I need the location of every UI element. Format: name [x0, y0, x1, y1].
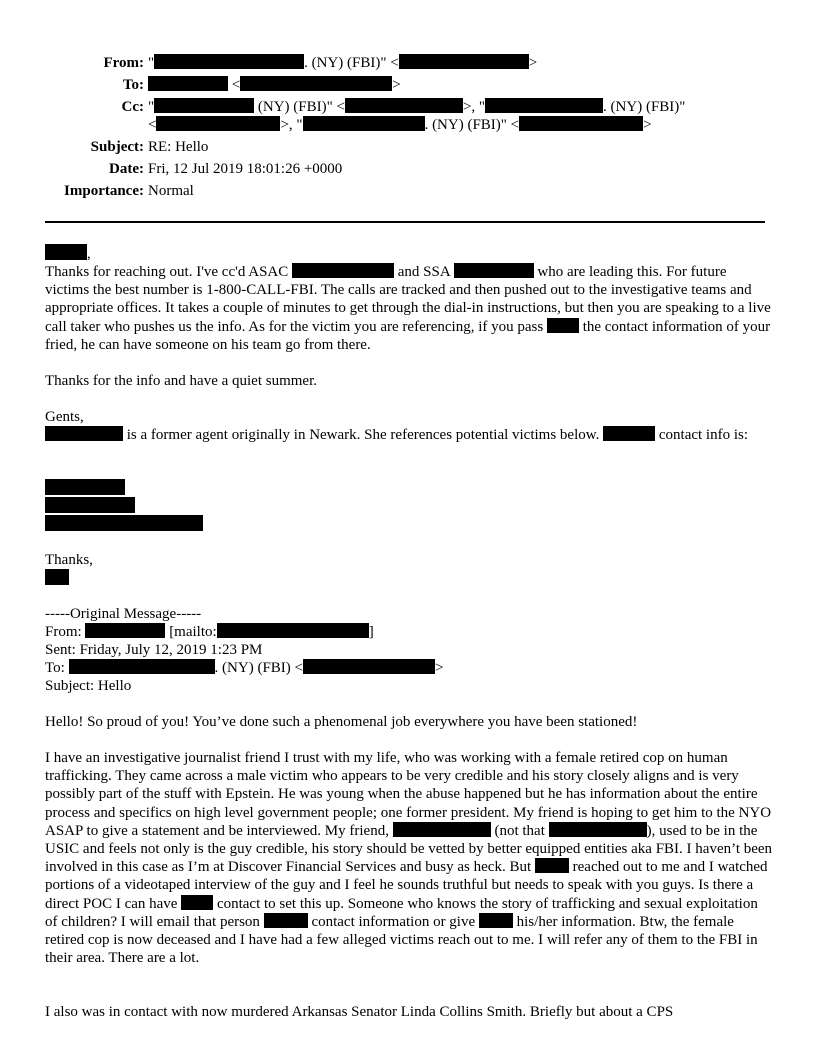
- redaction: [240, 76, 392, 91]
- to-value: < >: [148, 76, 401, 94]
- from-value: " . (NY) (FBI)" < >: [148, 55, 538, 71]
- redaction: [154, 98, 254, 113]
- original-sent: Sent: Friday, July 12, 2019 1:23 PM: [45, 642, 263, 658]
- original-separator: -----Original Message-----: [45, 606, 202, 622]
- importance-label: Importance:: [64, 183, 144, 199]
- redaction: [399, 54, 529, 69]
- redaction: [154, 54, 304, 69]
- redacted-contact-line-2: [45, 497, 135, 513]
- original-paragraph-2: I have an investigative journalist friend I trust with my life, who was working with a female retired cop on human trafficking. They came across a male victim who appears to be very credible and his story closely aligns and is very possibly part of the stuff with Epstein. He was young when the abuse happened but he has information about the entire process and specifics on high level government people; one former president. My friend is hoping to get him to the NYO ASAP to give a statement and be interviewed. My friend, (not that ), used to be in the USIC and feels not only is the guy credible, his story should be vetted by better equipped entities aka FBI. I haven’t been involved in this case as I’m at Discover Financial Services and busy as heck. But reached out to me and I watched portions of a videotaped interview of the guy and I feel he sounds truthful but needs to speak with you guys. Is there a direct POC I can have contact to set this up. Someone who knows the story of trafficking and sexual exploitation of children? I will email that person contact information or give his/her information. Btw, the female retired cop is now deceased and I have had a few alleged victims reach out to me. I will refer any of them to the FBI in their area. There are a lot.: [45, 750, 773, 967]
- redaction: [603, 426, 655, 441]
- redaction: [264, 913, 308, 928]
- forward-paragraph: is a former agent originally in Newark. She references potential victims below. contact info is:: [45, 426, 773, 444]
- redaction: [479, 913, 513, 928]
- redaction: [292, 263, 394, 278]
- redacted-signature: [45, 569, 69, 585]
- date-value: Fri, 12 Jul 2019 18:01:26 +0000: [148, 161, 343, 177]
- original-to: To: . (NY) (FBI) < >: [45, 660, 444, 676]
- redaction: [393, 822, 491, 837]
- reply-paragraph-2: Thanks for the info and have a quiet summer.: [45, 373, 318, 389]
- cc-label: Cc:: [121, 99, 144, 115]
- original-subject: Subject: Hello: [45, 678, 132, 694]
- cc-value-line1: " (NY) (FBI)" < >, " . (NY) (FBI)": [148, 99, 686, 115]
- redacted-contact-line-1: [45, 479, 125, 495]
- forward-greeting: Gents,: [45, 409, 84, 425]
- redaction: [547, 318, 579, 333]
- redaction: [85, 623, 165, 638]
- from-label: From:: [103, 55, 144, 71]
- redaction: [303, 116, 425, 131]
- to-label: To:: [122, 77, 144, 93]
- redaction: [148, 76, 228, 91]
- redaction: [454, 263, 534, 278]
- redaction: [181, 895, 213, 910]
- original-from: From: [mailto: ]: [45, 624, 374, 640]
- redaction: [45, 244, 87, 260]
- subject-label: Subject:: [90, 139, 144, 155]
- redaction: [45, 426, 123, 441]
- redaction: [549, 822, 647, 837]
- redaction: [519, 116, 643, 131]
- date-label: Date:: [109, 161, 144, 177]
- original-paragraph-3: I also was in contact with now murdered Arkansas Senator Linda Collins Smith. Briefly but about a CPS: [45, 1004, 674, 1020]
- redacted-contact-line-3: [45, 515, 203, 531]
- redaction: [303, 659, 435, 674]
- redaction: [535, 858, 569, 873]
- cc-value-line2: < >, " . (NY) (FBI)" < >: [148, 117, 652, 133]
- header-divider: [45, 221, 765, 223]
- redaction: [485, 98, 603, 113]
- importance-value: Normal: [148, 183, 194, 199]
- reply-greeting: ,: [45, 244, 91, 263]
- redaction: [156, 116, 280, 131]
- redaction: [69, 659, 215, 674]
- forward-thanks: Thanks,: [45, 552, 93, 568]
- original-paragraph-1: Hello! So proud of you! You’ve done such a phenomenal job everywhere you have been stationed!: [45, 714, 638, 730]
- subject-value: RE: Hello: [148, 139, 209, 155]
- reply-paragraph-1: Thanks for reaching out. I've cc'd ASAC and SSA who are leading this. For future victims the best number is 1-800-CALL-FBI. The calls are tracked and then pushed out to the investigative teams and appropriate offices. It takes a couple of minutes to get through the dial-in instructions, but then you are speaking to a live call taker who pushes us the info. As for the victim you are referencing, if you pass the contact information of your fried, he can have someone on his team go from there.: [45, 264, 771, 353]
- redaction: [217, 623, 369, 638]
- redaction: [345, 98, 463, 113]
